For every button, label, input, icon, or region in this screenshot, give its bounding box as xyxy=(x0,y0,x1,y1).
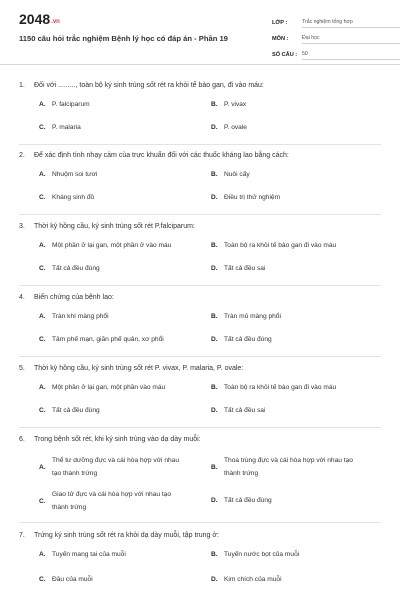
question xyxy=(19,82,381,131)
option-a[interactable] xyxy=(39,548,126,561)
option-letter: D. xyxy=(211,265,218,272)
option-text: Tràn khí màng phổi xyxy=(52,313,109,320)
option-text: Tâm phế mạn, giãn phế quản, xơ phổi xyxy=(52,336,164,343)
question-text xyxy=(19,436,381,443)
option-text: Kháng sinh đồ xyxy=(52,194,95,201)
option-text: Tất cả đều sai xyxy=(224,265,266,272)
question-divider xyxy=(19,522,381,523)
option-text: Tất cả đều đúng xyxy=(224,336,272,343)
question-text xyxy=(19,532,381,539)
question-divider xyxy=(19,356,381,357)
document-meta xyxy=(272,12,400,60)
option-c[interactable] xyxy=(39,333,164,346)
option-letter: C. xyxy=(39,576,46,583)
option-text: Điều trị thử nghiệm xyxy=(224,194,281,201)
option-c[interactable] xyxy=(39,262,100,275)
option-a[interactable] xyxy=(39,239,171,252)
question-divider xyxy=(19,214,381,215)
question-text xyxy=(19,294,381,301)
question-number: 7. xyxy=(19,532,25,539)
option-letter: D. xyxy=(211,407,218,414)
option-letter: A. xyxy=(39,463,46,471)
option-text: Tất cả đều sai xyxy=(224,407,266,414)
option-letter: C. xyxy=(39,497,46,505)
option-letter: C. xyxy=(39,124,46,131)
question-text xyxy=(19,223,381,230)
option-letter: D. xyxy=(211,336,218,343)
option-d[interactable] xyxy=(211,573,282,586)
header-divider xyxy=(0,64,400,65)
option-letter: B. xyxy=(211,242,218,249)
option-text: Kim chích của muỗi xyxy=(224,576,282,583)
option-letter: C. xyxy=(39,407,46,414)
option-text: Thể tư dưỡng đực và cái hòa hợp với nhau tạo thành trứng xyxy=(52,457,180,477)
option-c[interactable] xyxy=(39,121,81,134)
question-divider xyxy=(19,427,381,428)
question-text xyxy=(19,82,381,89)
option-b[interactable] xyxy=(211,454,359,480)
meta-row-count xyxy=(272,44,400,60)
question-stem: Trong bệnh sốt rét, khi ký sinh trùng vào dạ dày muỗi: xyxy=(34,436,201,443)
question-text xyxy=(19,365,381,372)
option-letter: B. xyxy=(211,384,218,391)
option-letter: C. xyxy=(39,265,46,272)
option-text: Tất cả đều đúng xyxy=(52,407,100,414)
option-text: Một phần ở lại gan, một phần ở vào máu xyxy=(52,242,172,249)
option-a[interactable] xyxy=(39,168,97,181)
option-letter: C. xyxy=(39,336,46,343)
option-letter: A. xyxy=(39,101,46,108)
option-letter: A. xyxy=(39,171,46,178)
option-text: Giao tử đực và cái hòa hợp với nhau tạo thành trứng xyxy=(52,491,172,511)
option-text: Tràn mủ màng phổi xyxy=(224,313,281,320)
option-text: P. vivax xyxy=(224,101,247,108)
option-letter: A. xyxy=(39,313,46,320)
option-letter: B. xyxy=(211,551,218,558)
question xyxy=(19,294,381,343)
question-text xyxy=(19,152,381,159)
option-text: Thoa trùng đực và cái hòa hợp với nhau tạo thành trứng xyxy=(224,457,353,477)
option-letter: D. xyxy=(211,576,218,583)
document-header xyxy=(19,0,381,62)
option-d[interactable] xyxy=(211,333,272,346)
question-divider xyxy=(19,144,381,145)
question xyxy=(19,223,381,272)
option-letter: C. xyxy=(39,194,46,201)
document-title: 1150 câu hỏi trắc nghiệm Bệnh lý học có đáp án - Phần 19 xyxy=(19,34,228,43)
option-a[interactable] xyxy=(39,381,165,394)
option-d[interactable] xyxy=(211,494,272,507)
question xyxy=(19,532,381,583)
question-number: 3. xyxy=(19,223,25,230)
option-a[interactable] xyxy=(39,454,187,480)
option-text: Toàn bộ ra khỏi tế bào gan đi vào máu xyxy=(224,384,337,391)
logo-text: 2048 xyxy=(19,11,51,27)
option-c[interactable] xyxy=(39,191,94,204)
option-b[interactable] xyxy=(211,381,336,394)
option-letter: B. xyxy=(211,313,218,320)
option-b[interactable] xyxy=(211,239,336,252)
option-text: P. malaria xyxy=(52,124,81,131)
option-a[interactable] xyxy=(39,98,90,111)
option-letter: A. xyxy=(39,242,46,249)
meta-key: MÔN : xyxy=(272,36,289,42)
option-text: Một phần ở lại gan, một phần vào máu xyxy=(52,384,166,391)
logo-suffix: .vn xyxy=(51,19,60,25)
question xyxy=(19,365,381,414)
option-text: Tất cả đều đúng xyxy=(224,497,272,504)
meta-key: LỚP : xyxy=(272,20,288,26)
option-text: Tuyến mang tai của muỗi xyxy=(52,551,126,558)
question xyxy=(19,436,381,511)
question-stem: Trứng ký sinh trùng sốt rét ra khỏi dạ dày muỗi, tập trung ở: xyxy=(34,532,219,539)
option-c[interactable] xyxy=(39,488,187,514)
option-c[interactable] xyxy=(39,573,93,586)
question-number: 2. xyxy=(19,152,25,159)
question-stem: Thời kỳ hồng cầu, ký sinh trùng sốt rét P.falciparum: xyxy=(34,223,195,230)
meta-value: Đại học xyxy=(302,35,400,44)
meta-row-class xyxy=(272,12,400,28)
meta-key: SỐ CÂU : xyxy=(272,52,298,58)
option-b[interactable] xyxy=(211,548,299,561)
option-d[interactable] xyxy=(211,262,265,275)
option-text: Toàn bộ ra khỏi tế bào gan đi vào máu xyxy=(224,242,337,249)
option-letter: A. xyxy=(39,384,46,391)
option-a[interactable] xyxy=(39,310,109,323)
question-number: 1. xyxy=(19,82,25,89)
option-text: Nuôi cấy xyxy=(224,171,250,178)
option-text: P. ovale xyxy=(224,124,247,131)
meta-row-subject xyxy=(272,28,400,44)
option-letter: B. xyxy=(211,101,218,108)
option-d[interactable] xyxy=(211,191,280,204)
option-b[interactable] xyxy=(211,98,246,111)
option-letter: D. xyxy=(211,497,218,504)
question-number: 6. xyxy=(19,436,25,443)
option-letter: B. xyxy=(211,463,218,471)
option-text: Tuyến nước bọt của muỗi xyxy=(224,551,300,558)
question-stem: Thời kỳ hồng cầu, ký sinh trùng sốt rét P. vivax, P. malaria, P. ovale: xyxy=(34,365,244,372)
question-number: 4. xyxy=(19,294,25,301)
question-stem: Đối với ........., toàn bộ ký sinh trùng sốt rét ra khỏi tế bào gan, đi vào máu: xyxy=(34,82,264,89)
meta-value: Trắc nghiệm tổng hợp xyxy=(302,19,400,28)
question-divider xyxy=(19,285,381,286)
option-b[interactable] xyxy=(211,310,281,323)
option-text: Đầu của muỗi xyxy=(52,576,93,583)
option-letter: D. xyxy=(211,194,218,201)
option-d[interactable] xyxy=(211,121,247,134)
question-number: 5. xyxy=(19,365,25,372)
option-letter: D. xyxy=(211,124,218,131)
option-text: Nhuộm soi tươi xyxy=(52,171,98,178)
meta-value: 50 xyxy=(302,51,400,60)
option-d[interactable] xyxy=(211,404,265,417)
question-stem: Biến chứng của bệnh lao: xyxy=(34,294,114,301)
option-c[interactable] xyxy=(39,404,100,417)
site-logo[interactable] xyxy=(19,11,60,27)
option-letter: A. xyxy=(39,551,46,558)
option-text: P. falciparum xyxy=(52,101,90,108)
question-stem: Để xác định tính nhạy cảm của trực khuẩn đối với các thuốc kháng lao bằng cách: xyxy=(34,152,289,159)
option-text: Tất cả đều đúng xyxy=(52,265,100,272)
option-letter: B. xyxy=(211,171,218,178)
question xyxy=(19,152,381,201)
option-b[interactable] xyxy=(211,168,250,181)
